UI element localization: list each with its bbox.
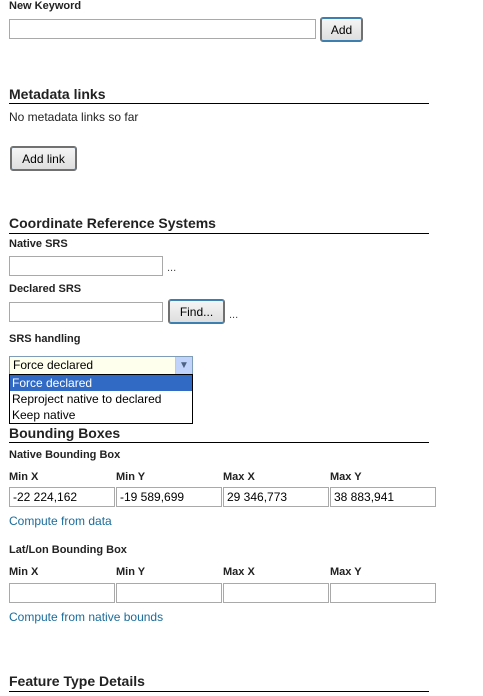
latlon-maxx-input[interactable] (223, 583, 329, 603)
native-srs-input[interactable] (9, 256, 163, 276)
srs-handling-option[interactable]: Force declared (10, 375, 192, 391)
metadata-links-empty-text: No metadata links so far (9, 110, 139, 124)
feature-type-divider (9, 691, 429, 692)
new-keyword-input[interactable] (9, 19, 316, 39)
latlon-minx-input[interactable] (9, 583, 115, 603)
add-keyword-button[interactable]: Add (320, 17, 363, 42)
latlon-miny-label: Min Y (116, 566, 146, 578)
compute-from-native-link[interactable]: Compute from native bounds (9, 610, 164, 624)
latlon-miny-input[interactable] (116, 583, 222, 603)
find-srs-button[interactable]: Find... (168, 299, 225, 324)
native-maxx-input[interactable] (223, 487, 329, 507)
srs-handling-selected-value: Force declared (13, 358, 94, 372)
metadata-links-divider (9, 103, 429, 104)
native-miny-input[interactable] (116, 487, 222, 507)
declared-srs-label: Declared SRS (9, 283, 82, 295)
native-bbox-label: Native Bounding Box (9, 449, 121, 461)
srs-handling-option[interactable]: Keep native (12, 408, 76, 422)
native-minx-label: Min X (9, 471, 39, 483)
chevron-down-icon[interactable]: ▼ (175, 357, 192, 374)
latlon-bbox-label: Lat/Lon Bounding Box (9, 544, 127, 556)
latlon-maxy-input[interactable] (330, 583, 436, 603)
crs-divider (9, 233, 429, 234)
latlon-minx-label: Min X (9, 566, 39, 578)
latlon-maxx-label: Max X (223, 566, 255, 578)
add-link-button[interactable]: Add link (10, 146, 77, 171)
native-srs-ellipsis: ... (167, 262, 177, 274)
declared-srs-input[interactable] (9, 302, 163, 322)
metadata-links-heading: Metadata links (9, 86, 106, 102)
new-keyword-label: New Keyword (9, 0, 82, 12)
feature-type-heading: Feature Type Details (9, 673, 145, 689)
native-miny-label: Min Y (116, 471, 146, 483)
bounding-boxes-divider (9, 442, 429, 443)
native-maxy-input[interactable] (330, 487, 436, 507)
native-maxx-label: Max X (223, 471, 255, 483)
native-minx-input[interactable] (9, 487, 115, 507)
declared-srs-ellipsis: ... (229, 309, 239, 321)
compute-from-data-link[interactable]: Compute from data (9, 514, 112, 528)
srs-handling-select[interactable] (9, 356, 193, 375)
srs-handling-option[interactable]: Reproject native to declared (12, 392, 162, 406)
bounding-boxes-heading: Bounding Boxes (9, 425, 121, 441)
crs-heading: Coordinate Reference Systems (9, 215, 216, 231)
native-srs-label: Native SRS (9, 238, 68, 250)
native-maxy-label: Max Y (330, 471, 362, 483)
srs-handling-dropdown (9, 374, 193, 424)
latlon-maxy-label: Max Y (330, 566, 362, 578)
srs-handling-label: SRS handling (9, 333, 81, 345)
